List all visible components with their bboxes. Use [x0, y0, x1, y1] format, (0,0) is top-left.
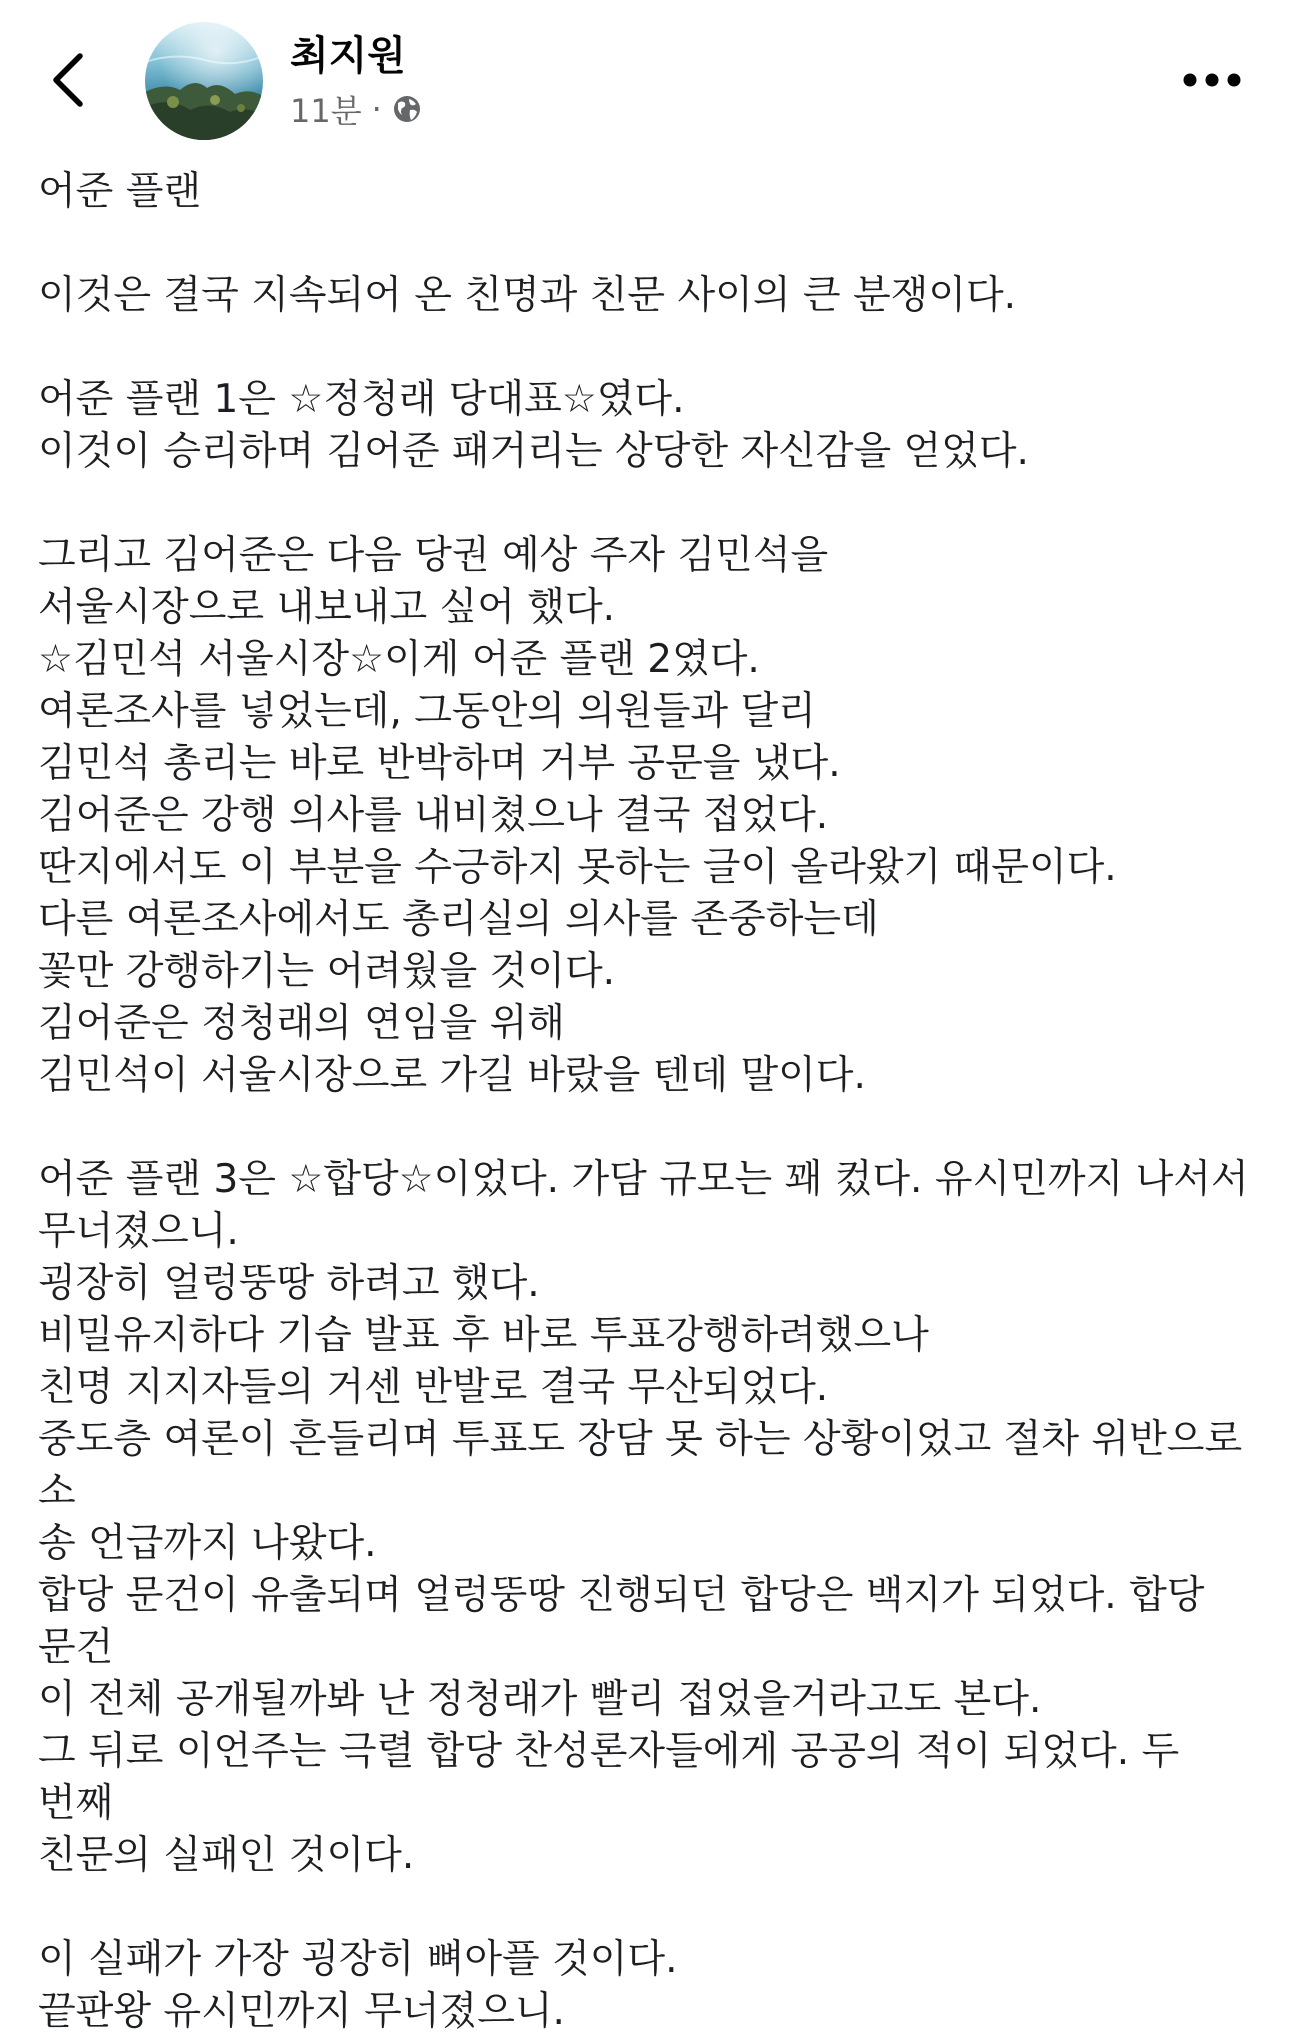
back-button[interactable] — [38, 40, 98, 120]
post-meta — [290, 84, 422, 134]
post-paragraph: 이 실패가 가장 굉장히 뼈아플 것이다. 끝판왕 유시민까지 무너졌으니. — [38, 1937, 678, 2034]
author-avatar[interactable] — [145, 22, 263, 140]
post-header — [0, 0, 1290, 150]
avatar-image — [145, 22, 263, 140]
post-paragraph: 이것은 결국 지속되어 온 친명과 친문 사이의 큰 분쟁이다. — [38, 273, 1017, 318]
meta-separator: · — [371, 90, 382, 128]
more-horizontal-icon — [1182, 72, 1242, 88]
chevron-left-icon — [48, 50, 88, 110]
post-paragraph: 어준 플랜 — [38, 169, 202, 214]
post-paragraph: 어준 플랜 1은 ☆정청래 당대표☆였다. 이것이 승리하며 김어준 패거리는 상당한 자신감을 얻었다. — [38, 377, 1029, 474]
post-timestamp[interactable]: 11분 — [290, 92, 362, 130]
post-paragraph: 그리고 김어준은 다음 당권 예상 주자 김민석을 서울시장으로 내보내고 싶어 했다. ☆김민석 서울시장☆이게 어준 플랜 2였다. 여론조사를 넣었는데, 그동안의 의원들과 달리 김민석 총리는 바로 반박하며 거부 공문을 냈다. 김어준은 강행 의사를 내비쳤으나 결국 접었다. 딴지에서도 이 부분을 수긍하지 못하는 글이 올라왔기 때문이다. 다른 여론조사에서도 총리실의 의사를 존중하는데 꽃만 강행하기는 어려웠을 것이다. 김어준은 정청래의 연임을 위해 김민석이 서울시장으로 가길 바랐을 텐데 말이다. — [38, 533, 1117, 1098]
globe-icon[interactable] — [392, 94, 422, 124]
post-body — [0, 150, 1290, 2038]
more-options-button[interactable] — [1172, 52, 1252, 108]
author-name[interactable]: 최지원 — [290, 33, 406, 79]
post-paragraph: 어준 플랜 3은 ☆합당☆이었다. 가담 규모는 꽤 컸다. 유시민까지 나서서 무너졌으니. 굉장히 얼렁뚱땅 하려고 했다. 비밀유지하다 기습 발표 후 바로 투표강행하려했으나 친명 지지자들의 거센 반발로 결국 무산되었다. 중도층 여론이 흔들리며 투표도 장담 못 하는 상황이었고 절차 위반으로 소 송 언급까지 나왔다. 합당 문건이 유출되며 얼렁뚱땅 진행되던 합당은 백지가 되었다. 합당 문건 이 전체 공개될까봐 난 정청래가 빨리 접었을거라고도 본다. 그 뒤로 이언주는 극렬 합당 찬성론자들에게 공공의 적이 되었다. 두 번째 친문의 실패인 것이다. — [38, 1157, 1249, 1878]
